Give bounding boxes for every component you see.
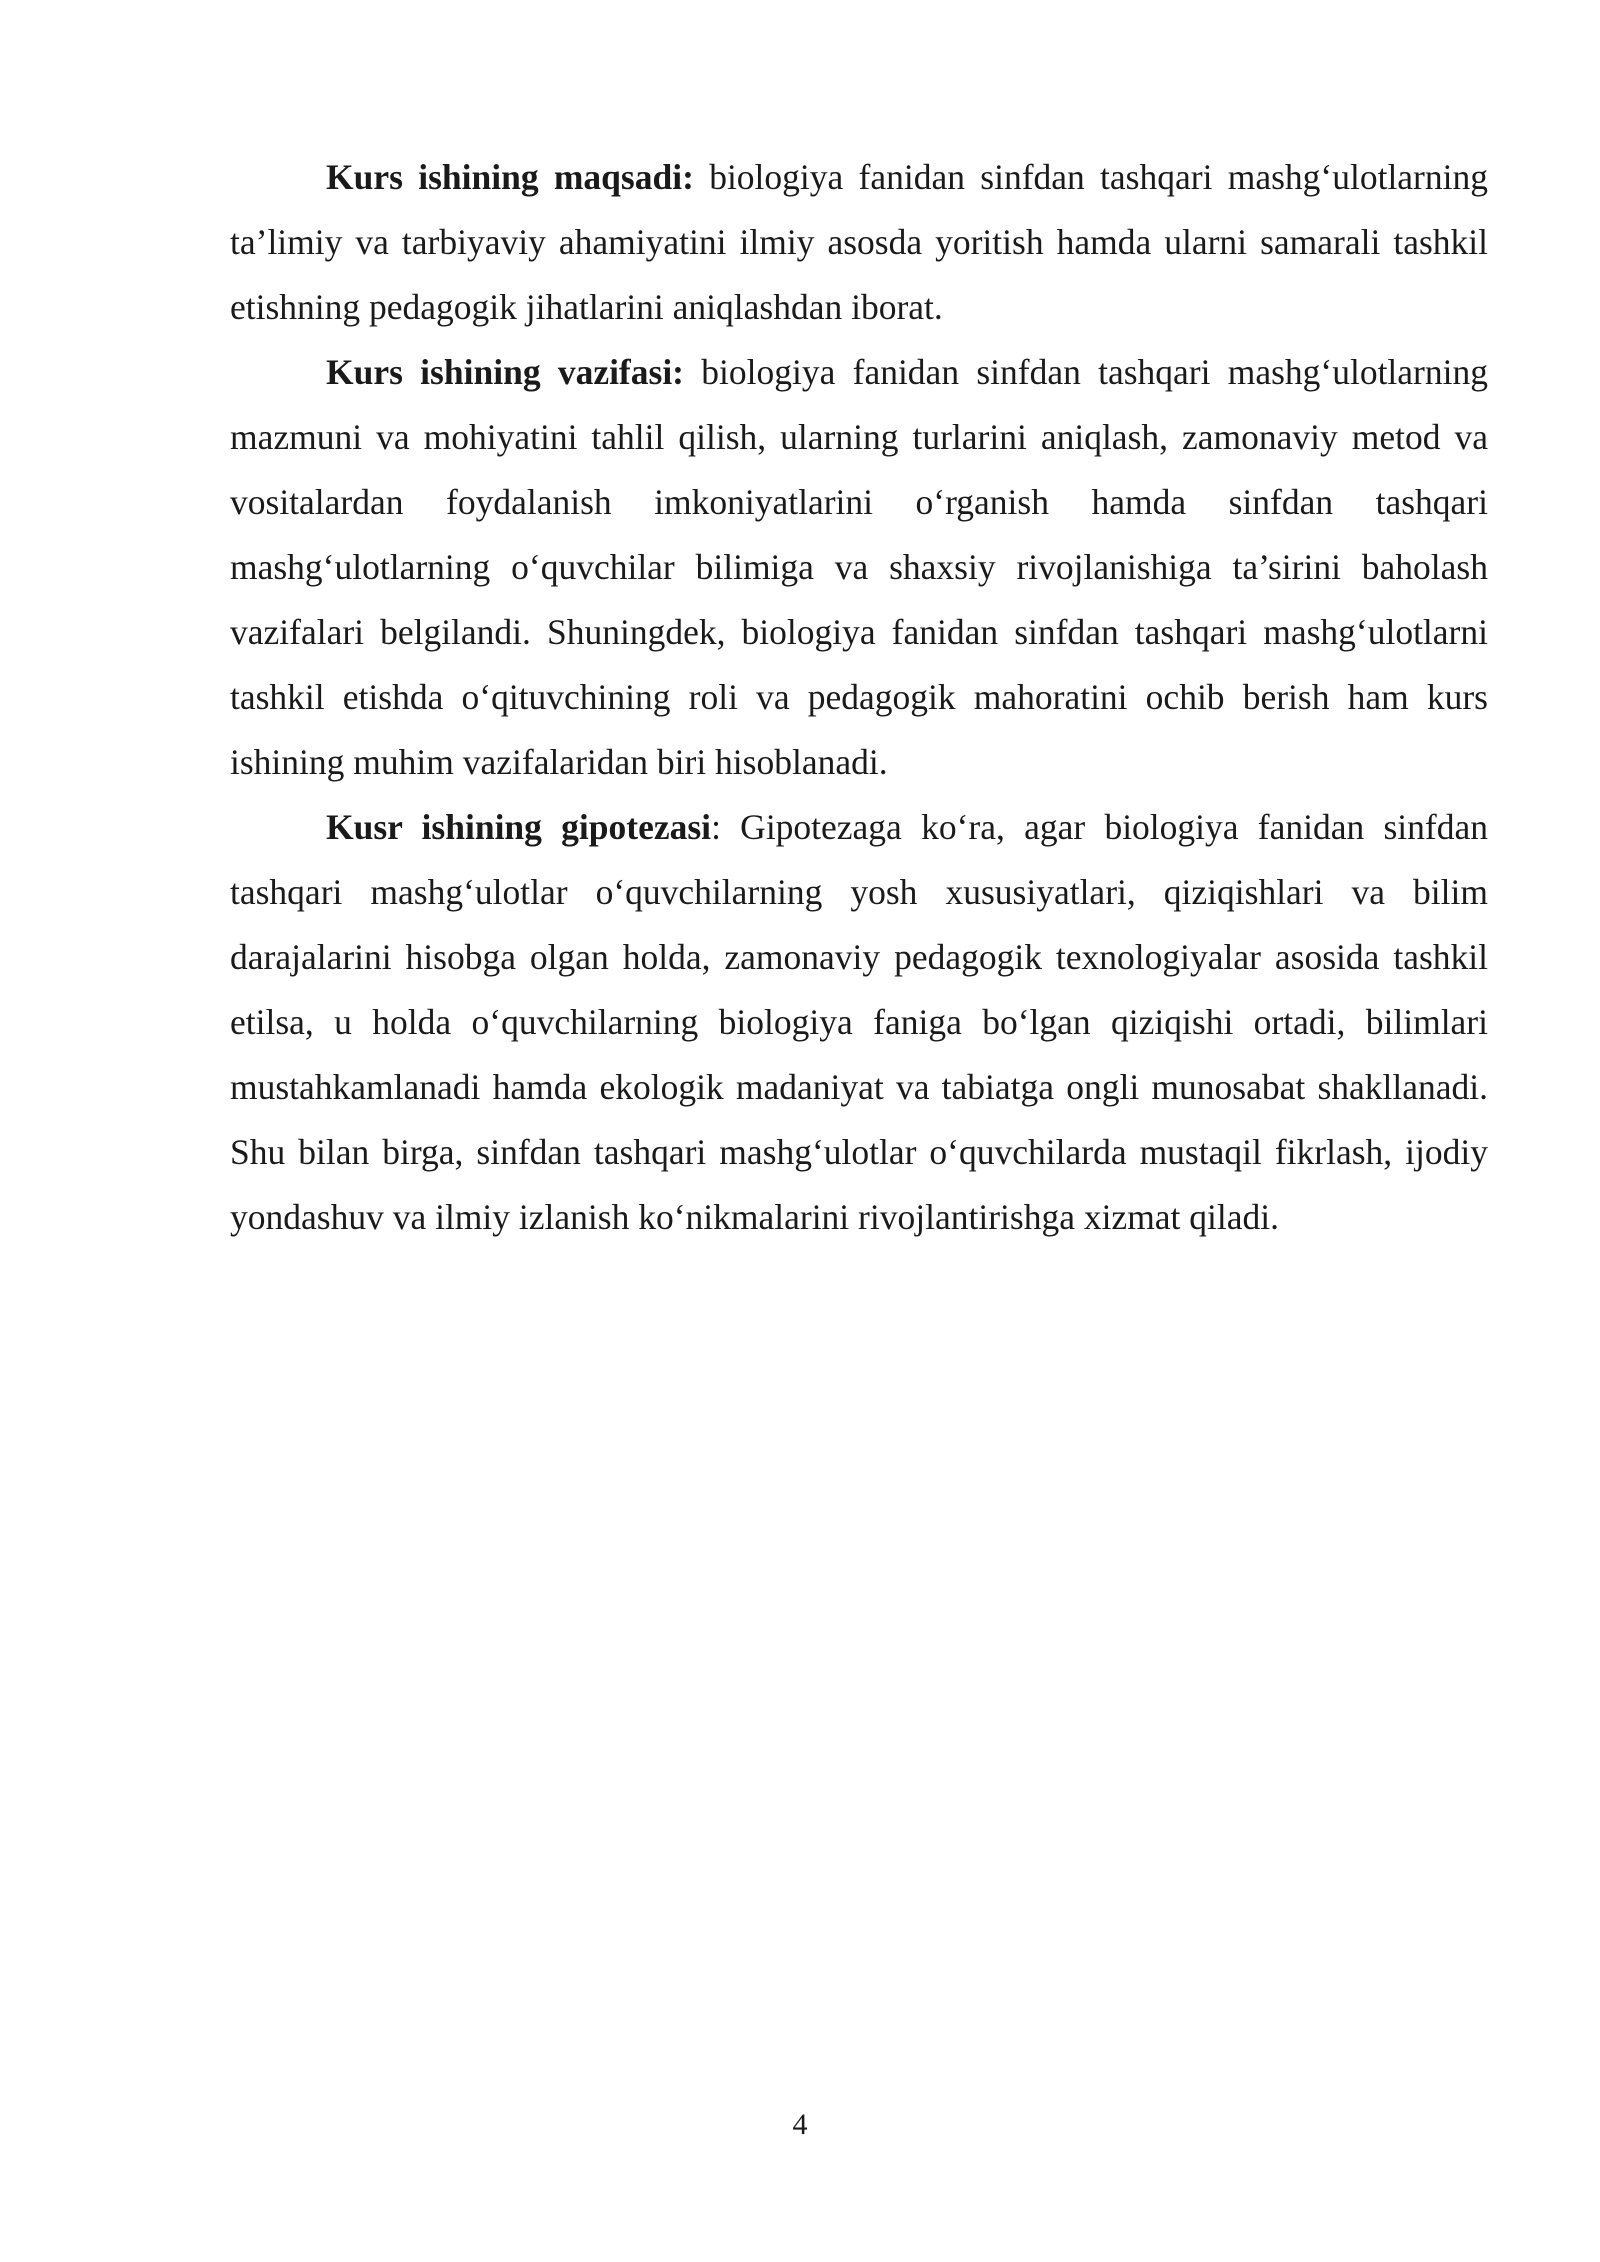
paragraph-goal-heading: Kurs ishining maqsadi: <box>326 157 694 197</box>
paragraph-goal-text: biologiya fanidan sinfdan tashqari mashg‘ulotlarning ta’limiy va tarbiyaviy ahamiyatini ilmiy asosda yoritish hamda ularni samarali tashkil etishning pedagogik jihatlarini aniqlashdan iborat. <box>230 157 1488 327</box>
paragraph-tasks-text: biologiya fanidan sinfdan tashqari mashg‘ulotlarning mazmuni va mohiyatini tahlil qilish, ularning turlarini aniqlash, zamonaviy metod va vositalardan foydalanish imkoniyatlarini o‘rganish hamda sinfdan tashqari mashg‘ulotlarning o‘quvchilar bilimiga va shaxsiy rivojlanishiga ta’sirini baholash vazifalari belgilandi. Shuningdek, biologiya fanidan sinfdan tashqari mashg‘ulotlarni tashkil etishda o‘qituvchining roli va pedagogik mahoratini ochib berish ham kurs ishining muhim vazifalaridan biri hisoblanadi. <box>230 352 1488 782</box>
page-number: 4 <box>792 2108 808 2141</box>
document-body <box>230 145 1488 1250</box>
paragraph-goal <box>230 145 1488 340</box>
paragraph-tasks-heading: Kurs ishining vazifasi: <box>326 352 685 392</box>
paragraph-hypothesis-text: : Gipotezaga ko‘ra, agar biologiya fanidan sinfdan tashqari mashg‘ulotlar o‘quvchilarning yosh xususiyatlari, qiziqishlari va bilim darajalarini hisobga olgan holda, zamonaviy pedagogik texnologiyalar asosida tashkil etilsa, u holda o‘quvchilarning biologiya faniga bo‘lgan qiziqishi ortadi, bilimlari mustahkamlanadi hamda ekologik madaniyat va tabiatga ongli munosabat shakllanadi. Shu bilan birga, sinfdan tashqari mashg‘ulotlar o‘quvchilarda mustaqil fikrlash, ijodiy yondashuv va ilmiy izlanish ko‘nikmalarini rivojlantirishga xizmat qiladi. <box>230 807 1488 1237</box>
paragraph-tasks <box>230 340 1488 795</box>
paragraph-hypothesis <box>230 795 1488 1250</box>
paragraph-hypothesis-heading: Kusr ishining gipotezasi <box>326 807 712 847</box>
